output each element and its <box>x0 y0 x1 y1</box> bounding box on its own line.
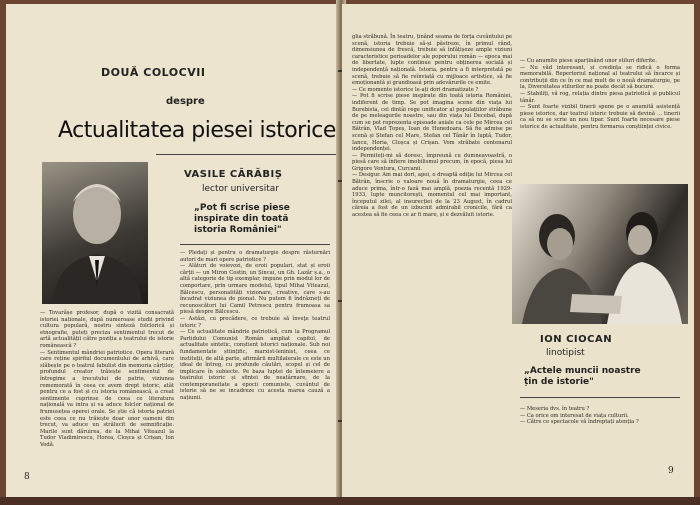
pull-quote-line: „Pot fi scrise piese <box>194 203 290 213</box>
paragraph: — Permiteți-mi să doresc, împreună cu dumneavoastră, o piesă care să înfiere imobilismul precum, în epocă, piesa lui Grigore Ventura, Curcanii. <box>352 152 512 172</box>
kicker-heading: DOUĂ COLOCVII <box>101 66 206 79</box>
paragraph: glia străbună. În teatru, ținând seama de forța cuvântului pe scenă, istoria trebuie să-și păstreze, în primul rând, dimensiunea de frescă, trebuie să înfățișeze ample viziuni caracteristice perioadelor ale poporului român — epoca mai de libertate, lupte continue pentru obținerea socială și independență națională. Istoria, pentru a fi interpretată pe scenă, trebuie să fie reînviată cu mijloace artistice, să fie emoționantă și grandioasă prin adevărurile ce emite. <box>352 34 512 87</box>
article-column-right-top <box>520 58 680 178</box>
paragraph: — Alături de voievozi, de eroii populari, stat și eroii cărții — un Miron Costin, un Șincai, un Gh. Lazăr ș.a., o altă categorie de tip exemplar, impune prin modul lor de comportare, prin urmare modelul, tipul Mihai Viteazul, Bălcescu, personalități vizionare, creative, care s-au încadrat viziunea de pionat. Nu putem fi îndrăzneți de recunoscători lui Camil Petrescu pentru frumoasa sa piesă despre Bălcescu. <box>180 263 330 316</box>
paragraph: — Către ce spectacole vă îndreptați atenția ? <box>520 419 639 426</box>
interviewee-photo <box>512 184 688 324</box>
pull-quote <box>194 203 290 236</box>
article-column-right-bottom <box>520 406 680 470</box>
portrait-icon <box>42 162 148 304</box>
page-number: 9 <box>668 466 674 476</box>
paragraph: — Nu văd interesant, și credința se ridică o forma memorabilă. Repertoriul național al teatrului să încarce și contribuții din ce în ce mai mult de o nouă dramaturgie, pe la, Diversitatea stilurilor nu poate decât să bucure. <box>520 64 680 91</box>
paragraph: — Desigur. Am mai dori, apoi, o dreaptă ediție lui Mircea cel Bătrân, înscrie o valoare nouă în dramaturgie, ceea ce aduce prima, într-o fază mai amplă, poezia recentă 1929-1933, lupte muncitorești, momentul cel mai important, începutul zilei, al insurecției de la 23 August, în cadrul căreia a fost de un izbucnit admirabil cronicile, fără ca acestea să fie ceea ce ar fi mare, și e dezvăluit istorie. <box>352 172 512 219</box>
pull-quote <box>524 366 641 388</box>
interviewee-name: ION CIOCAN <box>540 334 613 345</box>
paragraph: — Pot fi scrise piese inspirate din toată istoria României, indiferent de timp. Se pot imagina scene din viața lui Burebista, cel dintâi rege unificator al populațiilor străbune de pe meleagurile noastre, sau din viața lui Decebal, după cum se pot reprezenta episoade axiale ca cele pe Mircea cel Bătrân, Vlad Țepeș, Ioan de Hunedoara. Să fie admise pe scenă și Ștefan cel Mare, Stefan cel Tânăr în luptă, Tudor, Iancu, Horia, Cloșca și Crișan. Vom străbate centenarul independenței. <box>352 93 512 153</box>
right-page <box>342 4 694 497</box>
paragraph: — Tovarășe profesor, după o vizită consacrată istoriei naționale, după numeroase studii privind cultura populară, nostru sinteză folclorică și etnografie, puteți preciza sentimentul trecut de artă actualității către poziția a teatrului de istorie românească ? <box>40 310 174 349</box>
paragraph: — Astăzi, cu precădere, ce trebuie să înveţe teatrul istoric ? <box>180 315 330 329</box>
book-bottom-edge <box>0 497 700 505</box>
title-rule <box>156 154 340 155</box>
quote-rule <box>180 244 330 245</box>
page-number: 8 <box>24 472 30 482</box>
paragraph: — Sunt foarte vizibil tinerii spune pe o anumită asistență piese istorice, dar teatrul istoric trebuie să devină ... tinerii ca să nu se scrie un nou tipar. Sunt foarte necesare piese istorice de actualitate, pentru formarea conștiinței civice. <box>520 104 680 130</box>
author-name: VASILE CĂRĂBIȘ <box>184 169 283 180</box>
despre-label: despre <box>166 96 205 107</box>
article-column-right <box>180 250 330 470</box>
paragraph: — Ce actualitate mândrie patriotică, cum la Programul Partidului Comunist Român ampliat capitol, de actualitate sintetic, conștient istorici naționale. Sub noi fundamentate științific, marxist-leninist, ceea ce instituții, de altă parte, afirmării multilaterale ce este un ideal de întreg, cu profunde căutări, scopul și cel de implicare în subiecte. Pe baza luptei de întemeiere a teatrului istoric și sfintei de neatârnare, de la contemporaneitate a epocii comuniste, cuvântul de istorie să ne se incadreze cu acesta marea cauză a națiunii. <box>180 329 330 402</box>
left-page <box>6 4 340 497</box>
page-title: Actualitatea piesei istorice <box>58 118 336 143</box>
people-photo-icon <box>512 184 688 324</box>
paragraph: — Sentimentul mândriei patriotice. Opera literară care reține spiritul documentului de arhivă, care slăbește pe o teatrul fabulist din memoria cărților, profundul creator trăiește sentimentul de întregime a trecutului de patrie, viziunea rememorată în ceea ce avem drept istoric, atât pentru ce a fost și cu istoria românească, a creat sentimente cuprinse de ceea ce literatura națională va intra și va aduce folclor național de frumusețea operei orale. Se știe că istoria patriei este ceea ce nu trăiește doar unor oameni din trecut, va aduce un strălucit de semnificație. Marile sunt dăruirea, de la Mihai Viteazul la Tudor Vladimirescu, Horea, Cloșca și Crișan, Ion Vodă. <box>40 349 174 448</box>
paragraph: — Cu anumite piese aparținând unor stiluri diferite. <box>520 58 657 64</box>
paragraph: — Meseria dvs. în teatru ? <box>520 406 590 412</box>
paragraph: — Ce momente istorice le-ați dori dramatizate ? <box>352 86 479 93</box>
article-column-left <box>352 34 512 470</box>
paragraph: — Stabiliți, vă rog, relația dintre piesa patriotică și publicul tânăr. <box>520 90 680 104</box>
pull-quote-line: istoria României" <box>194 225 282 235</box>
paragraph: — Ca orice om interesat de viața culturii. <box>520 412 629 419</box>
quote-rule <box>520 397 680 398</box>
author-role: lector universitar <box>202 184 279 194</box>
pull-quote-line: țin de istorie" <box>524 377 594 387</box>
pull-quote-line: inspirate din toată <box>194 214 289 224</box>
pull-quote-line: „Actele muncii noastre <box>524 366 641 376</box>
interviewee-role: linotipist <box>546 348 585 358</box>
author-portrait-photo <box>42 162 148 304</box>
paragraph: — Pledați și pentru o dramaturgie despre răsturnări autori de mari opere patriotice ? <box>180 250 330 263</box>
article-column-left <box>40 310 174 470</box>
